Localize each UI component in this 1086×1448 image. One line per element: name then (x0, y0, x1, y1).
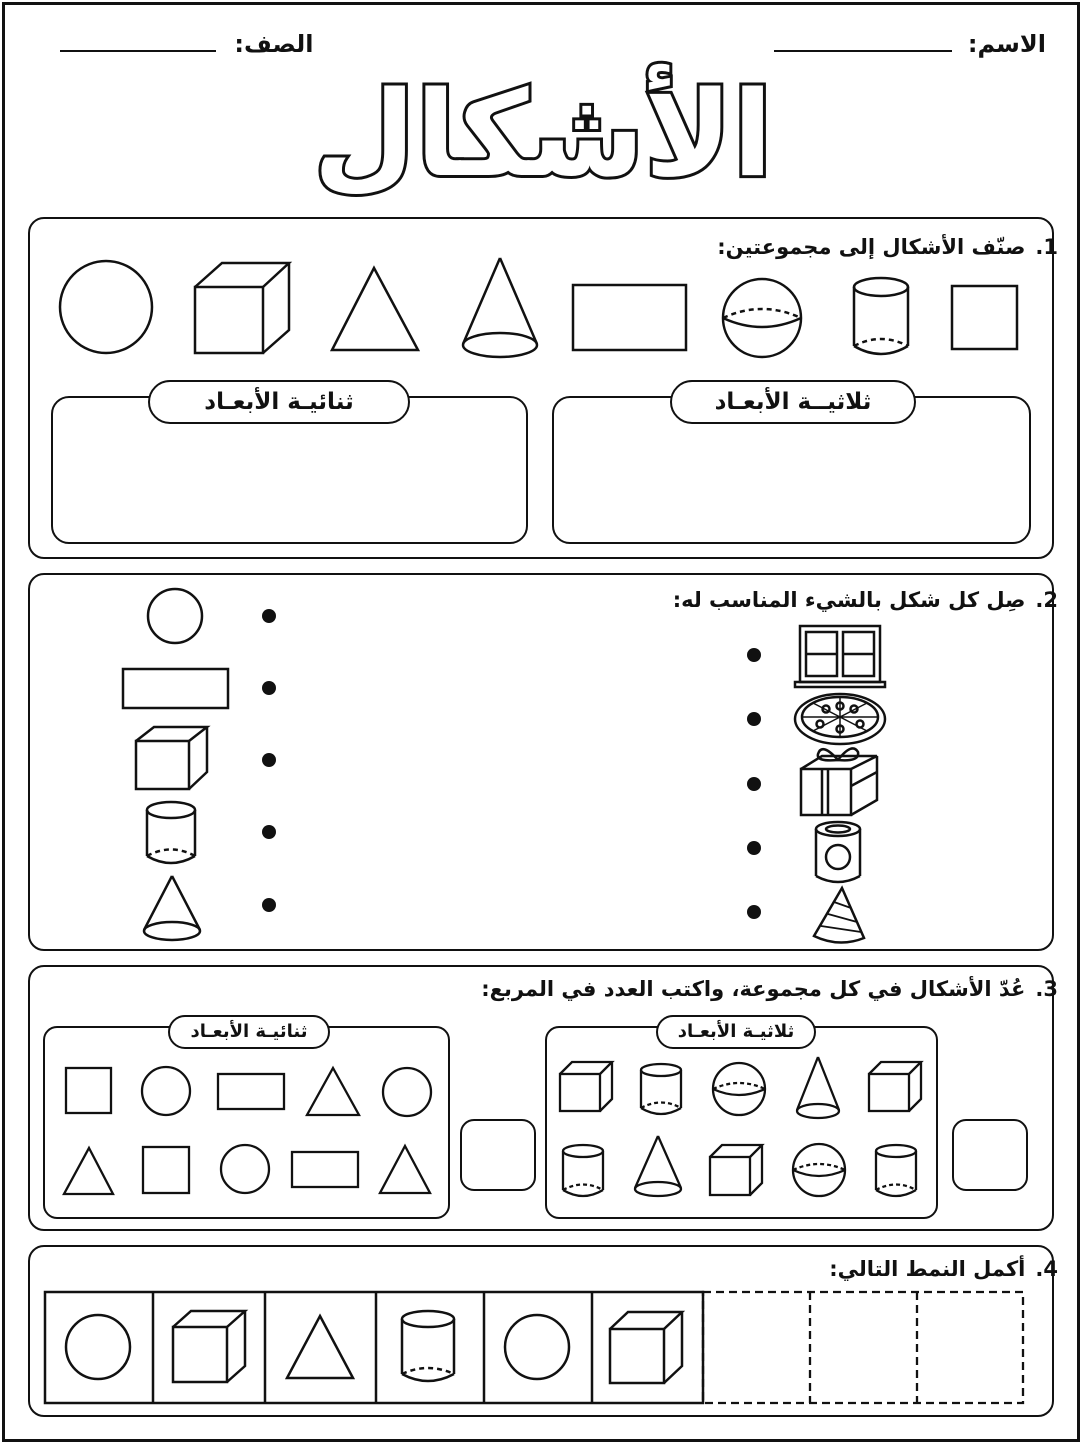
circle-icon (505, 1315, 569, 1379)
pattern-blank-cell[interactable] (920, 1295, 1021, 1400)
question-number: 3. (1035, 977, 1058, 1001)
circle-icon (66, 1315, 130, 1379)
cube-icon (610, 1312, 682, 1383)
pattern-strip-border (45, 1292, 703, 1403)
group-label-2d: ثنائيـة الأبعـاد (148, 380, 410, 424)
group-label-3d: ثلاثيـة الأبعـاد (656, 1015, 816, 1049)
group-label-3d: ثلاثيــة الأبعـاد (670, 380, 916, 424)
question-number: 1. (1035, 235, 1058, 259)
page-title: الأشكال (313, 65, 773, 203)
question-text: أكمل النمط التالي: (829, 1257, 1026, 1281)
question-text: صِل كل شكل بالشيء المناسب له: (672, 588, 1026, 612)
class-label: الصف: (234, 30, 314, 58)
question-text: صنّف الأشكال إلى مجموعتين: (717, 235, 1026, 259)
question-text: عُدّ الأشكال في كل مجموعة، واكتب العدد في المربع: (481, 977, 1026, 1001)
pattern-blank-cell[interactable] (706, 1295, 808, 1400)
name-label: الاسم: (967, 30, 1046, 58)
pattern-blank-cell[interactable] (813, 1295, 915, 1400)
question-number: 2. (1035, 588, 1058, 612)
question-number: 4. (1035, 1257, 1058, 1281)
cube-icon (173, 1311, 245, 1382)
group-label-2d: ثنائيـة الأبعـاد (168, 1015, 330, 1049)
triangle-icon (287, 1316, 353, 1378)
cylinder-icon (402, 1311, 454, 1381)
